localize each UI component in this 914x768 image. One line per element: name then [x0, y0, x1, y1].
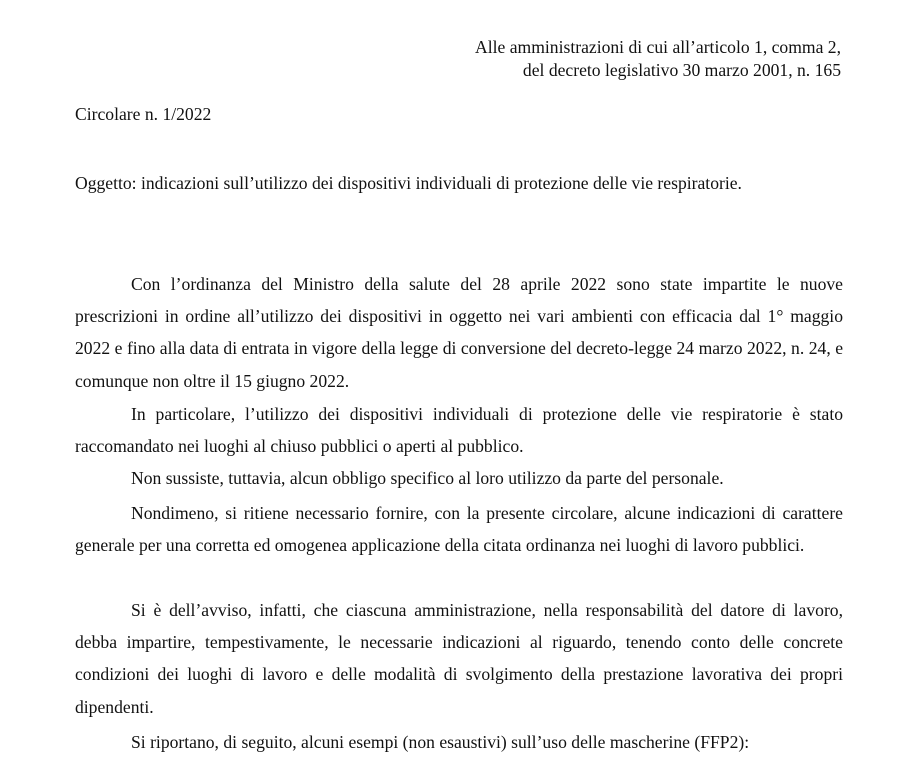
paragraph-text: Nondimeno, si ritiene necessario fornire, con la presente circolare, alcune indicazioni di carattere generale per una corretta ed omogenea applicazione della citata ordinanza nei luoghi di lavoro pubblici.: [75, 503, 843, 556]
addressee-block: [475, 36, 841, 82]
addressee-line-1: Alle amministrazioni di cui all’articolo 1, comma 2,: [475, 37, 841, 57]
paragraph-employer-responsibility: [75, 594, 843, 723]
paragraph-ordinance: [75, 268, 843, 397]
paragraph-text: Si riportano, di seguito, alcuni esempi (non esaustivi) sull’uso delle mascherine (FFP2):: [131, 732, 750, 752]
paragraph-guidance: [75, 497, 843, 561]
paragraph-examples-intro: [75, 726, 843, 758]
addressee-line-2: del decreto legislativo 30 marzo 2001, n. 165: [522, 60, 841, 80]
circular-number: Circolare n. 1/2022: [75, 104, 212, 124]
paragraph-text: Non sussiste, tuttavia, alcun obbligo specifico al loro utilizzo da parte del personale.: [131, 468, 724, 488]
paragraph-recommendation: [75, 398, 843, 462]
paragraph-text: Con l’ordinanza del Ministro della salute del 28 aprile 2022 sono state impartite le nuove prescrizioni in ordine all’utilizzo dei dispositivi in oggetto nei vari ambienti con efficacia dal 1° maggio 2022 e fino alla data di entrata in vigore della legge di conversione del decreto-legge 24 marzo 2022, n. 24, e comunque non oltre il 15 giugno 2022.: [75, 274, 843, 391]
paragraph-no-obligation: [75, 462, 843, 494]
subject-line: Oggetto: indicazioni sull’utilizzo dei dispositivi individuali di protezione delle vie respiratorie.: [75, 173, 742, 193]
paragraph-text: In particolare, l’utilizzo dei dispositivi individuali di protezione delle vie respiratorie è stato raccomandato nei luoghi al chiuso pubblici o aperti al pubblico.: [75, 404, 843, 457]
paragraph-text: Si è dell’avviso, infatti, che ciascuna amministrazione, nella responsabilità del datore di lavoro, debba impartire, tempestivamente, le necessarie indicazioni al riguardo, tenendo conto delle concrete condizioni dei luoghi di lavoro e delle modalità di svolgimento della prestazione lavorativa dei propri dipendenti.: [75, 600, 843, 717]
